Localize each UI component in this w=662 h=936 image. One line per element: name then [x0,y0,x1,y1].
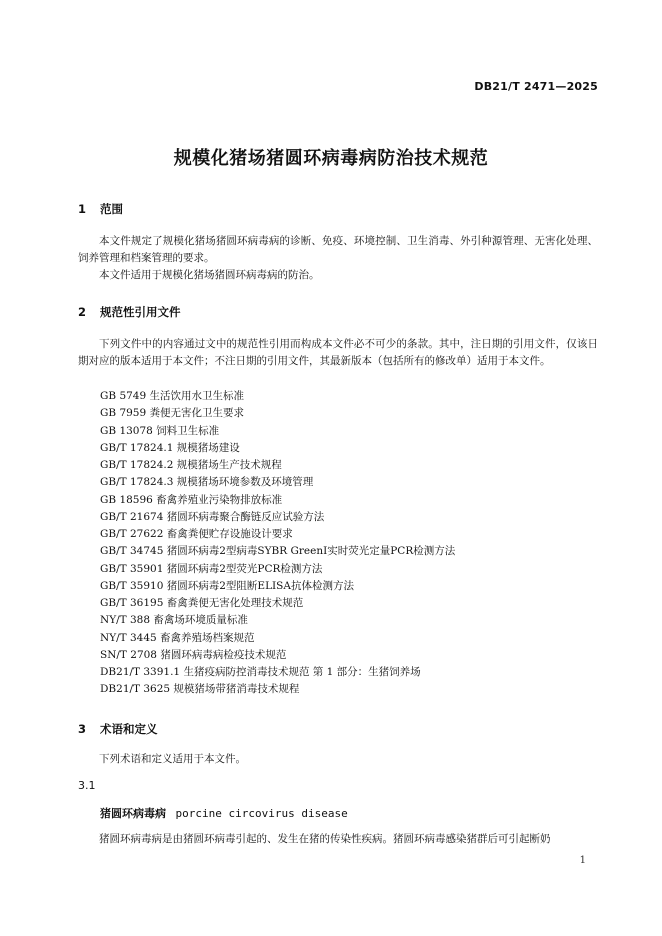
reference-item: GB/T 35901 猪圆环病毒2型荧光PCR检测方法 [100,562,323,575]
reference-item: GB/T 27622 畜禽粪便贮存设施设计要求 [100,528,293,540]
section-2-intro: 下列文件中的内容通过文中的规范性引用而构成本文件必不可少的条款。其中，注日期的引用文件，仅该日期对应的版本适用于本文件；不注日期的引用文件，其最新版本（包括所有的修改单）适用于本文件。 [78,338,598,367]
reference-item: GB 13078 饲料卫生标准 [100,424,220,437]
normative-references-list [100,388,455,699]
document-code: DB21/T 2471—2025 [474,80,598,93]
reference-item: GB 5749 生活饮用水卫生标准 [100,390,245,402]
term-name-en: porcine circovirus disease [175,807,348,820]
page-number: 1 [579,855,586,866]
reference-item: GB/T 17824.3 规模猪场环境参数及环境管理 [100,476,314,489]
section-number: 3 [78,722,87,736]
reference-item: GB/T 21674 猪圆环病毒聚合酶链反应试验方法 [100,510,325,523]
section-1-heading [78,201,123,217]
section-1-paragraph-2: 本文件适用于规模化猪场猪圆环病毒病的防治。 [99,269,320,281]
section-2-heading [78,304,181,320]
reference-item: GB 7959 粪便无害化卫生要求 [100,407,245,420]
reference-item: SN/T 2708 猪圆环病毒病检疫技术规范 [100,648,287,661]
term-number: 3.1 [78,779,96,792]
section-number: 1 [78,202,87,216]
reference-item: NY/T 3445 畜禽养殖场档案规范 [100,631,255,644]
section-title: 术语和定义 [100,722,158,736]
reference-item: DB21/T 3625 规模猪场带猪消毒技术规程 [100,683,300,696]
section-title: 范围 [100,202,124,216]
term-heading [100,805,348,821]
reference-item: GB/T 35910 猪圆环病毒2型阻断ELISA抗体检测方法 [100,579,354,592]
reference-item: DB21/T 3391.1 生猪疫病防控消毒技术规范 第 1 部分：生猪饲养场 [100,666,421,678]
reference-item: GB/T 36195 畜禽粪便无害化处理技术规范 [100,597,304,609]
reference-item: GB/T 17824.2 规模猪场生产技术规程 [100,459,282,471]
section-title: 规范性引用文件 [100,305,181,319]
reference-item: GB 18596 畜禽养殖业污染物排放标准 [100,493,283,506]
term-name-zh: 猪圆环病毒病 [100,807,166,820]
reference-item: GB/T 34745 猪圆环病毒2型病毒SYBR GreenⅠ实时荧光定量PCR检测方法 [100,545,456,558]
section-number: 2 [78,305,87,319]
reference-item: GB/T 17824.1 规模猪场建设 [100,441,240,454]
document-title: 规模化猪场猪圆环病毒病防治技术规范 [173,148,489,169]
section-3-intro: 下列术语和定义适用于本文件。 [99,753,246,765]
section-1-paragraph-1: 本文件规定了规模化猪场猪圆环病毒病的诊断、免疫、环境控制、卫生消毒、外引种源管理、无害化处理、饲养管理和档案管理的要求。 [78,235,598,264]
term-definition: 猪圆环病毒病是由猪圆环病毒引起的、发生在猪的传染性疾病。猪圆环病毒感染猪群后可引起断奶 [99,833,551,845]
section-3-heading [78,721,158,737]
reference-item: NY/T 388 畜禽场环境质量标准 [100,614,248,627]
